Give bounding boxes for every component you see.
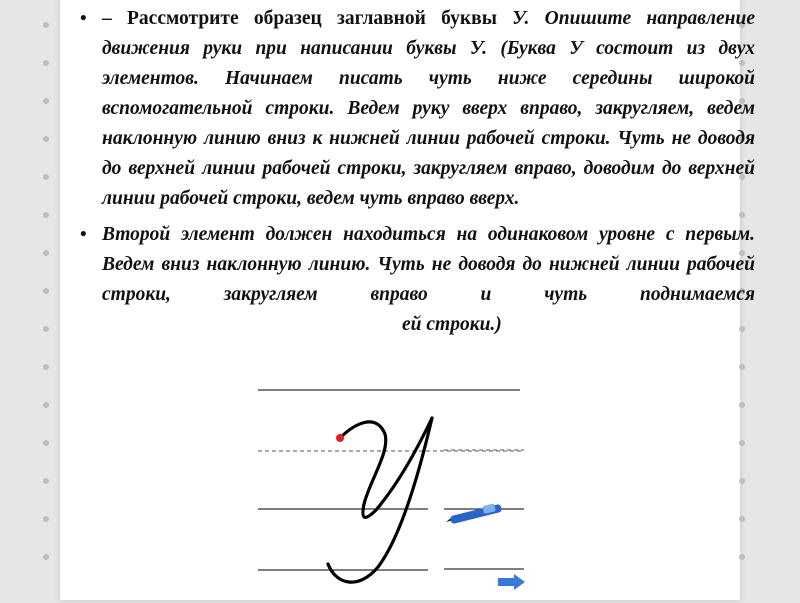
start-point-dot xyxy=(336,434,344,442)
paragraph-text: Второй элемент должен находиться на одинаковом уровне с первым. Ведем вниз наклонную линию. Чуть не доводя до нижней линии рабочей строки, закругляем вправо и чуть поднимаемся xyxy=(102,224,755,305)
bullet-marker: • xyxy=(80,8,87,29)
bullet-marker: • xyxy=(80,224,87,245)
paragraph-text: У. Опишите направление движения руки при написании буквы У. (Буква У состоит из двух элементов. Начинаем писать чуть ниже середины широкой вспомогательной строки. Ведем руку вверх вправо, закругляем, ведем наклонную линию вниз к нижней линии рабочей строки. Чуть не доводя до верхней линии рабочей строки, закругляем вправо, доводим до верхней линии рабочей строки, ведем чуть вправо вверх. xyxy=(102,8,755,209)
bullet-paragraph-2 xyxy=(80,220,755,340)
slide-text xyxy=(80,4,755,340)
paragraph-lead: – Рассмотрите образец заглавной буквы xyxy=(102,8,497,29)
left-decor-dots xyxy=(40,0,54,600)
pen-icon xyxy=(444,500,506,526)
next-arrow-icon[interactable] xyxy=(498,574,526,590)
letter-second-element xyxy=(328,418,432,582)
bullet-paragraph-1 xyxy=(80,4,755,214)
paragraph-tail: ей строки.) xyxy=(402,314,502,335)
